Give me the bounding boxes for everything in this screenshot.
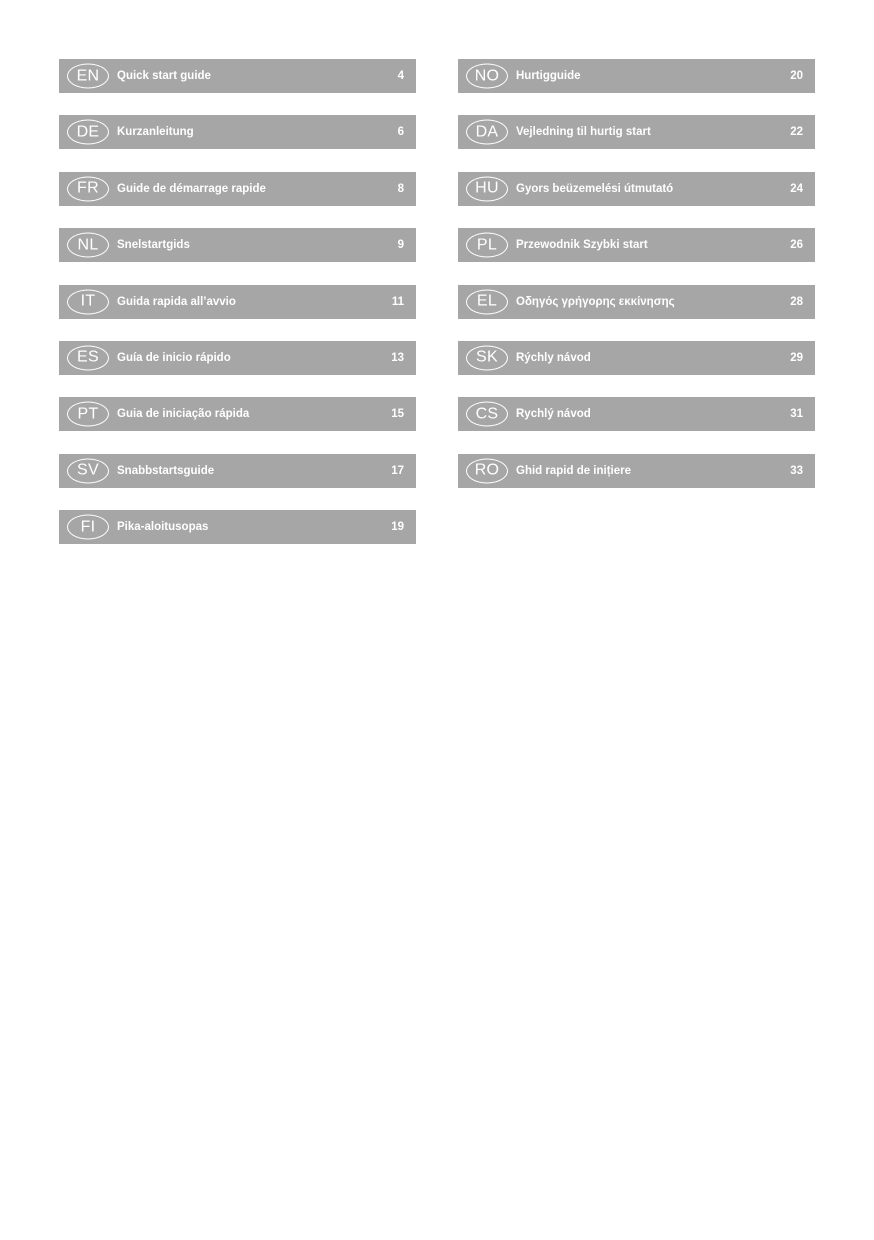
toc-entry-page-number: 24 — [790, 182, 803, 195]
language-code-badge: DA — [466, 120, 508, 145]
language-code-badge: NO — [466, 64, 508, 89]
toc-entry-page-number: 17 — [391, 464, 404, 477]
toc-entry-title: Guía de inicio rápido — [117, 351, 231, 364]
toc-entry-page-number: 28 — [790, 295, 803, 308]
toc-entry-fr[interactable] — [59, 172, 416, 206]
toc-entry-title: Rychlý návod — [516, 408, 591, 421]
toc-entry-da[interactable] — [458, 115, 815, 149]
toc-entry-title: Guia de iniciação rápida — [117, 408, 250, 421]
toc-entry-ro[interactable] — [458, 454, 815, 488]
toc-entry-es[interactable] — [59, 341, 416, 375]
toc-entry-en[interactable] — [59, 59, 416, 93]
toc-entry-title: Snabbstartsguide — [117, 464, 215, 477]
toc-entry-title: Ghid rapid de inițiere — [516, 464, 632, 477]
language-code-badge: HU — [466, 176, 508, 201]
language-code-badge: EN — [67, 64, 109, 89]
toc-entry-de[interactable] — [59, 115, 416, 149]
toc-entry-page-number: 4 — [397, 70, 404, 82]
language-code-badge: IT — [67, 289, 109, 314]
language-code-badge: DE — [67, 120, 109, 145]
toc-entry-title: Pika-aloitusopas — [117, 521, 209, 534]
toc-entry-page-number: 26 — [790, 239, 803, 252]
language-code-badge: SK — [466, 345, 508, 370]
toc-entry-page-number: 33 — [790, 464, 803, 477]
toc-entry-page-number: 8 — [397, 182, 404, 195]
toc-entry-no[interactable] — [458, 59, 815, 93]
toc-entry-title: Gyors beüzemelési útmutató — [516, 182, 674, 195]
language-code-badge: ES — [67, 345, 109, 370]
language-code-badge: NL — [67, 233, 109, 258]
toc-entry-title: Snelstartgids — [117, 239, 190, 252]
toc-entry-hu[interactable] — [458, 172, 815, 206]
toc-entry-title: Vejledning til hurtig start — [516, 126, 651, 139]
toc-entry-title: Guida rapida all’avvio — [117, 295, 236, 308]
toc-entry-title: Rýchly návod — [516, 351, 591, 364]
toc-entry-title: Hurtigguide — [516, 70, 581, 82]
toc-entry-title: Przewodnik Szybki start — [516, 239, 648, 252]
language-code-badge: EL — [466, 289, 508, 314]
toc-entry-el[interactable] — [458, 285, 815, 319]
toc-left-column — [59, 59, 416, 567]
toc-entry-page-number: 31 — [790, 408, 803, 421]
toc-entry-title: Kurzanleitung — [117, 126, 194, 139]
toc-entry-cs[interactable] — [458, 397, 815, 431]
language-code-badge: FR — [67, 176, 109, 201]
toc-entry-it[interactable] — [59, 285, 416, 319]
toc-entry-title: Guide de démarrage rapide — [117, 182, 266, 195]
toc-entry-pt[interactable] — [59, 397, 416, 431]
toc-entry-title: Οδηγός γρήγορης εκκίνησης — [516, 295, 675, 308]
language-code-badge: FI — [67, 515, 109, 540]
toc-entry-page-number: 13 — [391, 351, 404, 364]
toc-entry-sv[interactable] — [59, 454, 416, 488]
language-code-badge: SV — [67, 458, 109, 483]
language-code-badge: PL — [466, 233, 508, 258]
toc-right-column — [458, 59, 815, 510]
toc-entry-page-number: 22 — [790, 126, 803, 139]
toc-entry-page-number: 11 — [391, 295, 404, 308]
toc-entry-page-number: 15 — [391, 408, 404, 421]
toc-entry-nl[interactable] — [59, 228, 416, 262]
language-code-badge: CS — [466, 402, 508, 427]
toc-entry-sk[interactable] — [458, 341, 815, 375]
toc-entry-page-number: 9 — [397, 239, 404, 252]
toc-entry-fi[interactable] — [59, 510, 416, 544]
language-code-badge: PT — [67, 402, 109, 427]
language-code-badge: RO — [466, 458, 508, 483]
toc-entry-page-number: 29 — [790, 351, 803, 364]
toc-entry-title: Quick start guide — [117, 70, 211, 82]
toc-entry-page-number: 20 — [790, 70, 803, 82]
toc-entry-page-number: 19 — [391, 521, 404, 534]
toc-entry-pl[interactable] — [458, 228, 815, 262]
toc-entry-page-number: 6 — [397, 126, 404, 139]
